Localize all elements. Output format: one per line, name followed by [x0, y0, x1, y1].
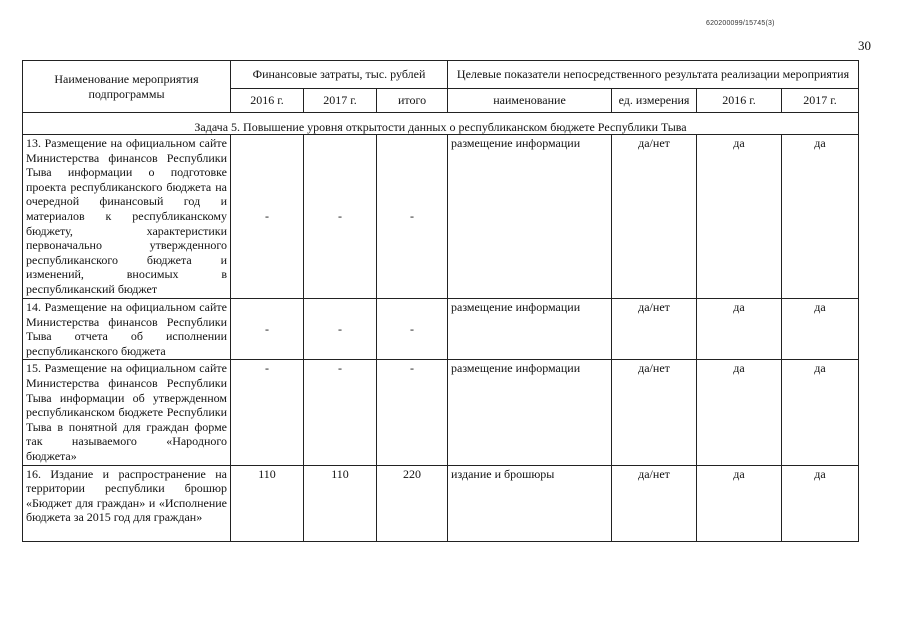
target-2016: да [697, 360, 782, 465]
cost-2017: 110 [304, 465, 377, 541]
header-cost-2017: 2017 г. [304, 89, 377, 113]
cost-total: - [377, 299, 448, 360]
header-unit: ед. измерения [612, 89, 697, 113]
indicator-name: размещение информации [448, 360, 612, 465]
header-indicator-name: наименование [448, 89, 612, 113]
event-name: 14. Размещение на официальном сайте Министерства финансов Республики Тыва отчета об исполнении республиканского бюджета [23, 299, 231, 360]
cost-total: - [377, 360, 448, 465]
cost-2017: - [304, 299, 377, 360]
event-name: 13. Размещение на официальном сайте Министерства финансов Республики Тыва информации о подготовке проекта республиканского бюджета на очередной финансовый год и материалов к республиканскому бюджету, характеристики первоначально утвержденного республиканского бюджета и изменений, вносимых в республиканский бюджет [23, 135, 231, 299]
cost-2017: - [304, 360, 377, 465]
task-row [23, 119, 859, 135]
unit: да/нет [612, 135, 697, 299]
target-2017: да [782, 360, 859, 465]
header-target-2017: 2017 г. [782, 89, 859, 113]
header-target-indicators: Целевые показатели непосредственного результата реализации мероприятия [448, 61, 859, 89]
header-cost-2016: 2016 г. [231, 89, 304, 113]
program-events-table [22, 60, 859, 542]
table-row [23, 360, 859, 465]
document-code: 620200099/15745(3) [706, 20, 775, 27]
task-title: Задача 5. Повышение уровня открытости данных о республиканском бюджете Республики Тыва [23, 119, 859, 135]
unit: да/нет [612, 360, 697, 465]
target-2016: да [697, 135, 782, 299]
cost-2016: - [231, 299, 304, 360]
page-number: 30 [858, 38, 871, 53]
event-name: 15. Размещение на официальном сайте Министерства финансов Республики Тыва информации об утвержденном республиканском бюджете Республики Тыва в понятной для граждан форме так называемого «Народного бюджета» [23, 360, 231, 465]
event-name: 16. Издание и распространение на территории республики брошюр «Бюджет для граждан» и «Исполнение бюджета за 2015 год для граждан» [23, 465, 231, 541]
indicator-name: размещение информации [448, 135, 612, 299]
target-2017: да [782, 299, 859, 360]
cost-total: 220 [377, 465, 448, 541]
table-row [23, 465, 859, 541]
cost-2016: - [231, 360, 304, 465]
indicator-name: издание и брошюры [448, 465, 612, 541]
target-2016: да [697, 465, 782, 541]
unit: да/нет [612, 465, 697, 541]
table-row [23, 299, 859, 360]
cost-2017: - [304, 135, 377, 299]
header-target-2016: 2016 г. [697, 89, 782, 113]
header-event-name: Наименование мероприятия подпрограммы [23, 61, 231, 113]
target-2016: да [697, 299, 782, 360]
cost-2016: 110 [231, 465, 304, 541]
cost-total: - [377, 135, 448, 299]
header-financial-costs: Финансовые затраты, тыс. рублей [231, 61, 448, 89]
header-cost-total: итого [377, 89, 448, 113]
target-2017: да [782, 135, 859, 299]
unit: да/нет [612, 299, 697, 360]
indicator-name: размещение информации [448, 299, 612, 360]
target-2017: да [782, 465, 859, 541]
cost-2016: - [231, 135, 304, 299]
table-row [23, 135, 859, 299]
